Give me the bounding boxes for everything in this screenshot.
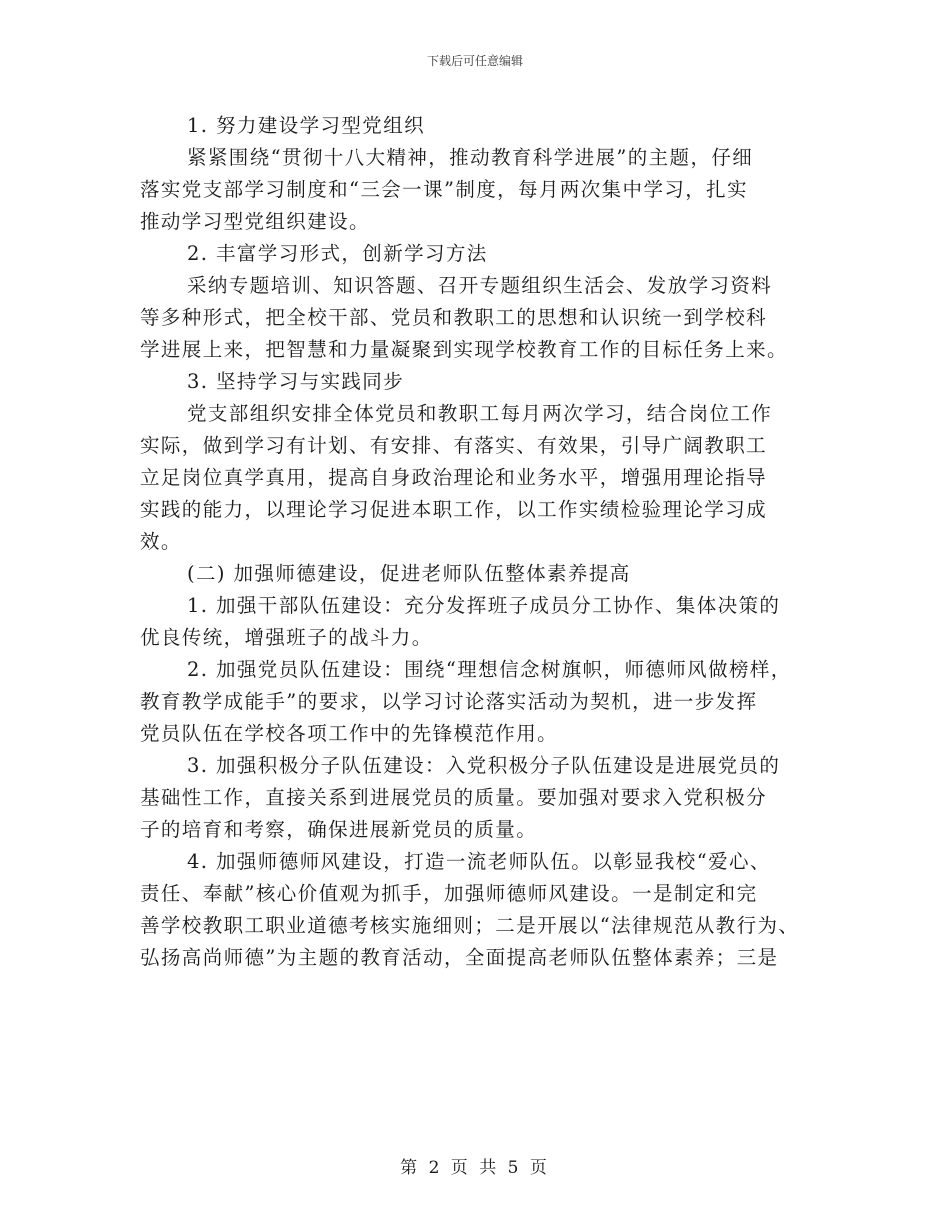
paragraph-line: 1. 加强干部队伍建设：充分发挥班子成员分工协作、集体决策的 <box>187 594 781 617</box>
section-heading: (二) 加强师德建设，促进老师队伍整体素养提高 <box>187 562 631 585</box>
paragraph-line: 4. 加强师德师风建设，打造一流老师队伍。以彰显我校“爱心、 <box>187 850 771 873</box>
paragraph-line: 善学校教职工职业道德考核实施细则；二是开展以“法律规范从教行为、 <box>140 914 800 937</box>
paragraph-line: 等多种形式，把全校干部、党员和教职工的思想和认识统一到学校科 <box>140 306 768 329</box>
document-body <box>140 110 820 974</box>
paragraph-line: 优良传统，增强班子的战斗力。 <box>140 626 433 649</box>
paragraph-line: 落实党支部学习制度和“三会一课”制度，每月两次集中学习，扎实 <box>140 178 748 201</box>
heading-3: 3. 坚持学习与实践同步 <box>187 370 405 393</box>
paragraph-line: 立足岗位真学真用，提高自身政治理论和业务水平，增强用理论指导 <box>140 466 768 489</box>
page-header-note: 下载后可任意编辑 <box>426 54 523 68</box>
paragraph-line: 教育教学成能手”的要求，以学习讨论落实活动为契机，进一步发挥 <box>140 690 758 713</box>
paragraph-line: 推动学习型党组织建设。 <box>140 210 370 233</box>
paragraph-line: 效。 <box>140 530 182 553</box>
paragraph-line: 采纳专题培训、知识答题、召开专题组织生活会、发放学习资料 <box>187 274 773 297</box>
paragraph-line: 学进展上来，把智慧和力量凝聚到实现学校教育工作的目标任务上来。 <box>140 338 788 361</box>
paragraph-line: 2. 加强党员队伍建设：围绕“理想信念树旗帜，师德师风做榜样， <box>187 658 792 681</box>
paragraph-line: 弘扬高尚师德”为主题的教育活动，全面提高老师队伍整体素养；三是 <box>140 946 779 969</box>
paragraph-line: 3. 加强积极分子队伍建设：入党积极分子队伍建设是进展党员的 <box>187 754 781 777</box>
paragraph-line: 党员队伍在学校各项工作中的先锋模范作用。 <box>140 722 559 745</box>
paragraph-line: 子的培育和考察，确保进展新党员的质量。 <box>140 818 538 841</box>
paragraph-line: 实际，做到学习有计划、有安排、有落实、有效果，引导广阔教职工 <box>140 434 768 457</box>
paragraph-line: 责任、奉献”核心价值观为抓手，加强师德师风建设。一是制定和完 <box>140 882 758 905</box>
page-number-footer: 第 2 页 共 5 页 <box>400 1158 550 1178</box>
paragraph-line: 紧紧围绕“贯彻十八大精神，推动教育科学进展”的主题，仔细 <box>187 146 754 169</box>
paragraph-line: 党支部组织安排全体党员和教职工每月两次学习，结合岗位工作 <box>187 402 773 425</box>
heading-2: 2. 丰富学习形式，创新学习方法 <box>187 242 488 265</box>
paragraph-line: 实践的能力，以理论学习促进本职工作，以工作实绩检验理论学习成 <box>140 498 768 521</box>
paragraph-line: 基础性工作，直接关系到进展党员的质量。要加强对要求入党积极分 <box>140 786 768 809</box>
heading-1: 1. 努力建设学习型党组织 <box>187 114 426 137</box>
